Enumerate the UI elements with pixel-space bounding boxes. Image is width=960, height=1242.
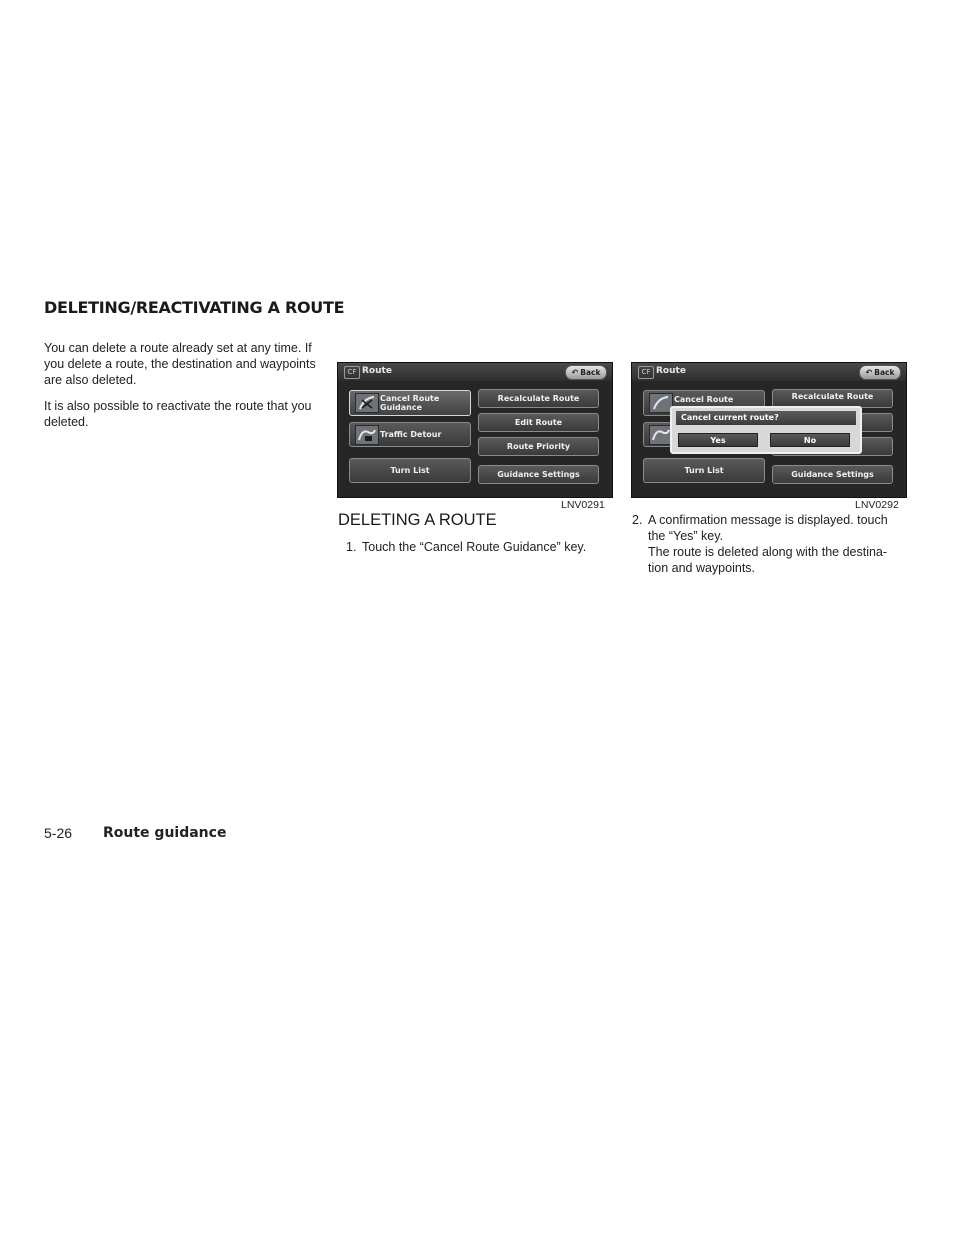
step-2-number: 2. xyxy=(632,513,643,527)
turn-list-label: Turn List xyxy=(684,466,724,475)
step-1 xyxy=(346,539,586,555)
step-2-line-1: A confirmation message is displayed. touch xyxy=(648,513,888,527)
traffic-detour-button[interactable] xyxy=(349,422,471,447)
confirmation-dialog xyxy=(670,406,862,454)
cancel-route-guidance-label: Cancel Route Guidance xyxy=(380,394,440,412)
intro-paragraph-1: You can delete a route already set at any time. If you delete a route, the destination and waypoints are also deleted. xyxy=(44,341,316,387)
recalculate-route-button[interactable] xyxy=(478,389,599,408)
edit-route-button[interactable] xyxy=(478,413,599,432)
screen-title-bar xyxy=(338,363,612,381)
section-heading: DELETING/REACTIVATING A ROUTE xyxy=(44,298,345,317)
nav-screen-cancel-confirmation xyxy=(631,362,907,498)
guidance-settings-label: Guidance Settings xyxy=(497,470,580,479)
step-2-line-2: the “Yes” key. xyxy=(648,529,724,543)
route-priority-label: Route Priority xyxy=(506,442,571,451)
step-2 xyxy=(632,512,912,576)
step-2-line-3: The route is deleted along with the destina- xyxy=(648,545,888,559)
guidance-settings-button[interactable] xyxy=(478,465,599,484)
route-priority-button[interactable] xyxy=(478,437,599,456)
back-arrow-icon: ↶ xyxy=(571,367,579,377)
back-label: Back xyxy=(580,368,601,377)
step-1-text: Touch the “Cancel Route Guidance” key. xyxy=(362,540,587,554)
no-label: No xyxy=(803,435,817,445)
footer-section-title: Route guidance xyxy=(103,825,227,841)
turn-list-button[interactable] xyxy=(643,458,765,483)
nav-screen-route-menu xyxy=(337,362,613,498)
turn-list-button[interactable] xyxy=(349,458,471,483)
page-number: 5-26 xyxy=(44,825,73,841)
back-label: Back xyxy=(874,368,895,377)
screen-title-bar xyxy=(632,363,906,381)
back-button[interactable] xyxy=(565,365,607,380)
subsection-heading: DELETING A ROUTE xyxy=(338,511,497,529)
recalculate-route-label: Recalculate Route xyxy=(791,392,874,401)
screen-title: Route xyxy=(362,366,392,376)
back-button[interactable] xyxy=(859,365,901,380)
step-2-line-4: tion and waypoints. xyxy=(648,561,756,575)
yes-button[interactable] xyxy=(678,433,758,447)
no-button[interactable] xyxy=(770,433,850,447)
figure-code-1: LNV0291 xyxy=(561,499,605,511)
edit-route-label: Edit Route xyxy=(514,418,563,427)
route-menu-icon: CF xyxy=(638,366,654,379)
intro-text xyxy=(44,340,326,440)
traffic-detour-label: Traffic Detour xyxy=(380,430,442,439)
cancel-route-label: Cancel Route xyxy=(674,395,734,404)
traffic-detour-icon xyxy=(355,425,379,445)
guidance-settings-button[interactable] xyxy=(772,465,893,484)
intro-paragraph-2: It is also possible to reactivate the route that you deleted. xyxy=(44,399,312,429)
cancel-route-icon xyxy=(355,393,379,413)
figure-code-2: LNV0292 xyxy=(855,499,899,511)
yes-label: Yes xyxy=(710,435,726,445)
dialog-message: Cancel current route? xyxy=(676,411,856,425)
route-menu-icon: CF xyxy=(344,366,360,379)
step-1-number: 1. xyxy=(346,540,357,554)
screen-title: Route xyxy=(656,366,686,376)
turn-list-label: Turn List xyxy=(390,466,430,475)
recalculate-route-label: Recalculate Route xyxy=(497,394,580,403)
guidance-settings-label: Guidance Settings xyxy=(791,470,874,479)
cancel-route-guidance-button[interactable] xyxy=(349,390,471,416)
back-arrow-icon: ↶ xyxy=(865,367,873,377)
